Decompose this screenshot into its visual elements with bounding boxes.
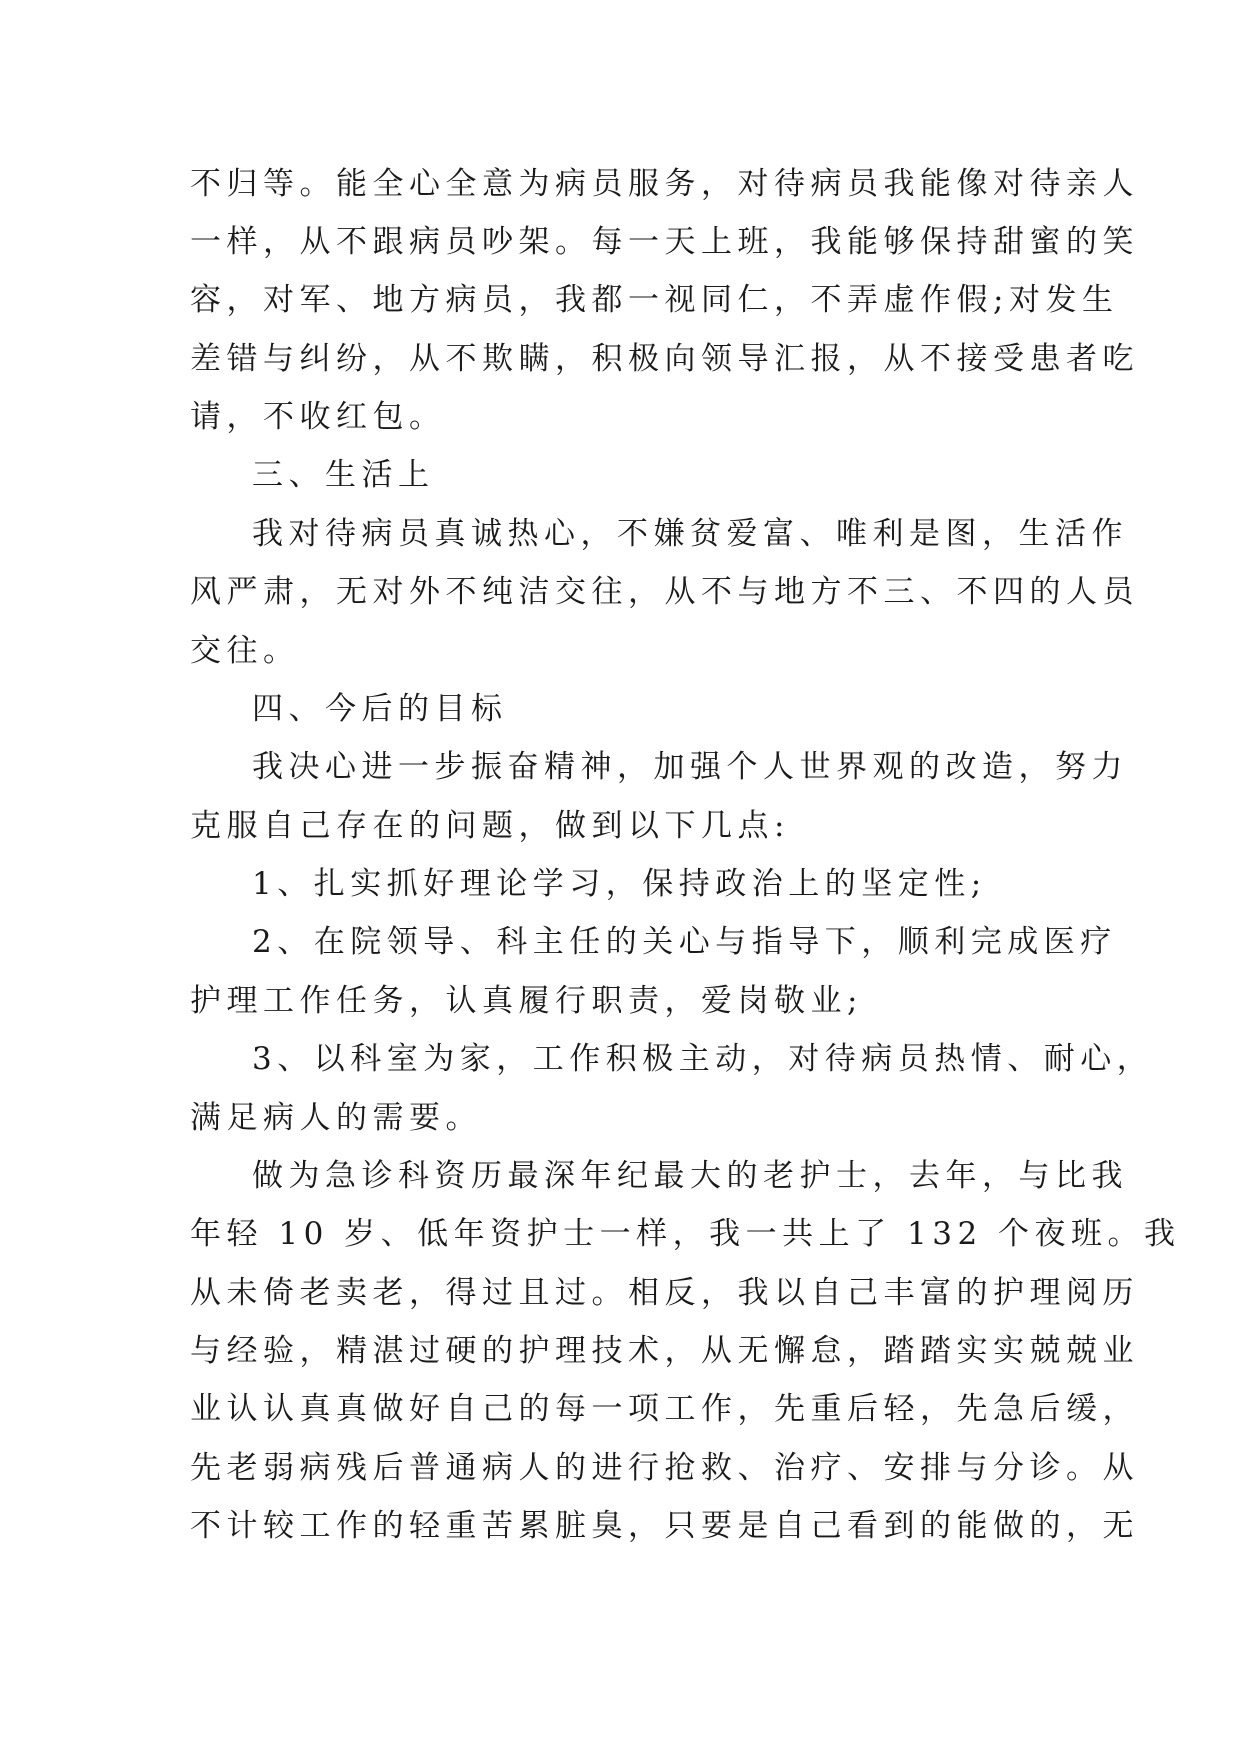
paragraph-line: 请，不收红包。 bbox=[190, 399, 446, 435]
paragraph-line: 业认认真真做好自己的每一项工作，先重后轻，先急后缓， bbox=[190, 1391, 1139, 1427]
paragraph-line: 满足病人的需要。 bbox=[190, 1100, 482, 1136]
paragraph-line: 我对待病员真诚热心，不嫌贫爱富、唯利是图，生活作 bbox=[252, 516, 1128, 552]
paragraph-line: 先老弱病残后普通病人的进行抢救、治疗、安排与分诊。从 bbox=[190, 1450, 1139, 1486]
list-item: 2、在院领导、科主任的关心与指导下，顺利完成医疗 bbox=[252, 924, 1117, 960]
paragraph-line: 容，对军、地方病员，我都一视同仁，不弄虚作假;对发生 bbox=[190, 282, 1119, 318]
paragraph-line: 不计较工作的轻重苦累脏臭，只要是自己看到的能做的，无 bbox=[190, 1508, 1139, 1544]
paragraph-line: 我决心进一步振奋精神，加强个人世界观的改造，努力 bbox=[252, 749, 1128, 785]
paragraph-line: 年轻 10 岁、低年资护士一样，我一共上了 132 个夜班。我 bbox=[190, 1216, 1181, 1252]
paragraph-line: 与经验，精湛过硬的护理技术，从无懈怠，踏踏实实兢兢业 bbox=[190, 1333, 1139, 1369]
section-heading: 三、生活上 bbox=[252, 457, 435, 493]
list-item: 1、扎实抓好理论学习，保持政治上的坚定性; bbox=[252, 866, 987, 902]
section-heading: 四、今后的目标 bbox=[252, 691, 508, 727]
paragraph-line: 从未倚老卖老，得过且过。相反，我以自己丰富的护理阅历 bbox=[190, 1275, 1139, 1311]
paragraph-line: 一样，从不跟病员吵架。每一天上班，我能够保持甜蜜的笑 bbox=[190, 224, 1139, 260]
paragraph-line: 风严肃，无对外不纯洁交往，从不与地方不三、不四的人员 bbox=[190, 574, 1139, 610]
paragraph-line: 差错与纠纷，从不欺瞒，积极向领导汇报，从不接受患者吃 bbox=[190, 341, 1139, 377]
paragraph-line: 克服自己存在的问题，做到以下几点: bbox=[190, 808, 790, 844]
paragraph-line: 护理工作任务，认真履行职责，爱岗敬业; bbox=[190, 983, 863, 1019]
paragraph-line: 做为急诊科资历最深年纪最大的老护士，去年，与比我 bbox=[252, 1158, 1128, 1194]
paragraph-line: 交往。 bbox=[190, 633, 300, 669]
list-item: 3、以科室为家，工作积极主动，对待病员热情、耐心， bbox=[252, 1041, 1154, 1077]
paragraph-line: 不归等。能全心全意为病员服务，对待病员我能像对待亲人 bbox=[190, 166, 1139, 202]
